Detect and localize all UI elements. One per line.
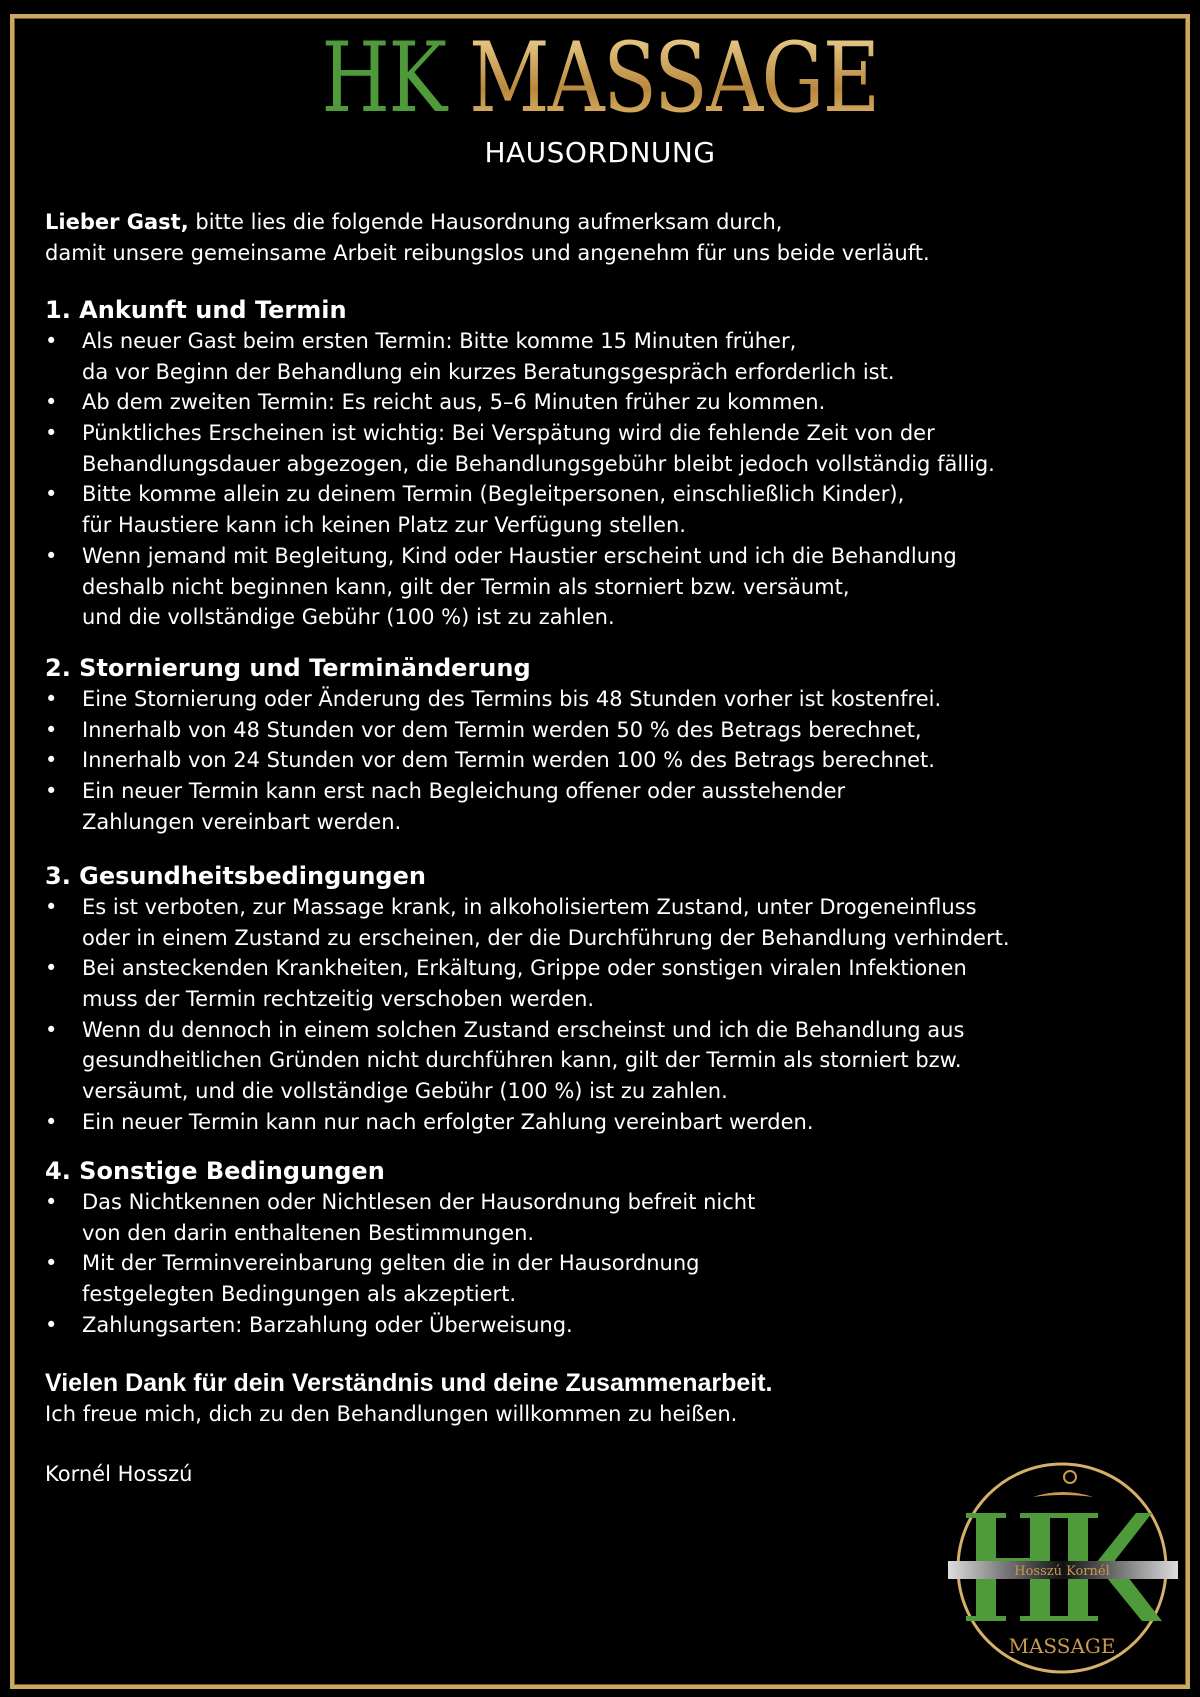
intro (45, 207, 930, 268)
bullet-text: und die vollständige Gebühr (100 %) ist zu zahlen. (82, 605, 615, 630)
bullet-text: da vor Beginn der Behandlung ein kurzes Beratungsgespräch erforderlich ist. (82, 359, 895, 384)
bullet-text: Das Nichtkennen oder Nichtlesen der Hausordnung befreit nicht (82, 1190, 756, 1214)
bullet-item (45, 892, 1010, 923)
bullet-text: festgelegten Bedingungen als akzeptiert. (82, 1282, 517, 1307)
logo-massage: MASSAGE (1008, 1634, 1116, 1658)
bullet-text: gesundheitlichen Gründen nicht durchführen kann, gilt der Termin als storniert bzw. (82, 1048, 962, 1073)
bullet-item (45, 953, 1010, 984)
bullet-text: Bei ansteckenden Krankheiten, Erkältung, Grippe oder sonstigen viralen Infektionen (82, 956, 967, 981)
hk-massage-logo (948, 1455, 1178, 1685)
bullet-item (45, 326, 995, 357)
bullet-text: Mit der Terminvereinbarung gelten die in der Hausordnung (82, 1251, 700, 1276)
bullet-item-continuation (45, 1218, 755, 1249)
closing-thanks: Vielen Dank für dein Verständnis und deine Zusammenarbeit. (45, 1369, 773, 1397)
bullet-item (45, 479, 995, 510)
section-4 (45, 1155, 755, 1340)
section-2 (45, 652, 941, 837)
bullet-text: Als neuer Gast beim ersten Termin: Bitte komme 15 Minuten früher, (82, 329, 797, 353)
bullet-text: Es ist verboten, zur Massage krank, in alkoholisiertem Zustand, unter Drogeneinfluss (82, 895, 977, 919)
bullet-text: Ein neuer Termin kann nur nach erfolgter Zahlung vereinbart werden. (82, 1109, 814, 1134)
closing (45, 1367, 773, 1489)
bullet-item (45, 1248, 755, 1279)
bullet-text: Behandlungsdauer abgezogen, die Behandlungsgebühr bleibt jedoch vollständig fällig. (82, 451, 995, 476)
bullet-item (45, 1107, 1010, 1138)
bullet-item-continuation (45, 923, 1010, 954)
bullet-item-continuation (45, 1279, 755, 1310)
bullet-text: versäumt, und die vollständige Gebühr (100 %) ist zu zahlen. (82, 1079, 728, 1104)
signature: Kornél Hosszú (45, 1461, 193, 1486)
section-heading: 1. Ankunft und Termin (45, 296, 347, 324)
bullet-text: Ein neuer Termin kann erst nach Begleichung offener oder ausstehender (82, 779, 846, 804)
bullet-text: Ab dem zweiten Termin: Es reicht aus, 5–6 Minuten früher zu kommen. (82, 390, 826, 415)
bullet-item-continuation (45, 1076, 1010, 1107)
bullet-item-continuation (45, 357, 995, 388)
bullet-icon: • (45, 1251, 58, 1276)
bullet-item-continuation (45, 449, 995, 480)
section-1 (45, 294, 995, 633)
bullet-item (45, 715, 941, 746)
bullet-icon: • (45, 956, 58, 981)
intro-line1: bitte lies die folgende Hausordnung aufmerksam durch, (188, 210, 783, 234)
bullet-icon: • (45, 687, 58, 711)
bullet-text: deshalb nicht beginnen kann, gilt der Termin als storniert bzw. versäumt, (82, 574, 850, 599)
section-heading: 3. Gesundheitsbedingungen (45, 862, 426, 890)
bullet-text: Wenn jemand mit Begleitung, Kind oder Haustier erscheint und ich die Behandlung (82, 543, 957, 568)
bullet-item (45, 1187, 755, 1218)
intro-line2: damit unsere gemeinsame Arbeit reibungslos und angenehm für uns beide verläuft. (45, 240, 930, 265)
bullet-icon: • (45, 895, 58, 919)
bullet-item (45, 1015, 1010, 1046)
bullet-text: Zahlungen vereinbart werden. (82, 809, 402, 834)
bullet-text: von den darin enthaltenen Bestimmungen. (82, 1220, 535, 1245)
bullet-icon: • (45, 779, 58, 804)
bullet-text: Zahlungsarten: Barzahlung oder Überweisung. (82, 1312, 573, 1337)
bullet-text: Pünktliches Erscheinen ist wichtig: Bei Verspätung wird die fehlende Zeit von der (82, 421, 935, 446)
brand-massage: MASSAGE (468, 22, 879, 134)
bullet-item (45, 418, 995, 449)
page-title: HAUSORDNUNG (484, 136, 716, 169)
bullet-icon: • (45, 748, 58, 773)
bullet-text: Eine Stornierung oder Änderung des Termins bis 48 Stunden vorher ist kostenfrei. (82, 687, 942, 711)
brand-title (108, 22, 1092, 134)
bullet-icon: • (45, 329, 58, 353)
bullet-item (45, 684, 941, 715)
bullet-item-continuation (45, 807, 941, 838)
bullet-icon: • (45, 543, 58, 568)
bullet-item-continuation (45, 510, 995, 541)
bullet-item-continuation (45, 984, 1010, 1015)
bullet-text: Bitte komme allein zu deinem Termin (Begleitpersonen, einschließlich Kinder), (82, 482, 905, 507)
section-3 (45, 860, 1010, 1138)
bullet-item-continuation (45, 1045, 1010, 1076)
bullet-text: Innerhalb von 24 Stunden vor dem Termin werden 100 % des Betrags berechnet. (82, 748, 935, 773)
bullet-icon: • (45, 1109, 58, 1134)
section-heading: 2. Stornierung und Terminänderung (45, 654, 531, 682)
bullet-item (45, 1310, 755, 1341)
bullet-item (45, 776, 941, 807)
bullet-item (45, 541, 995, 572)
bullet-icon: • (45, 717, 58, 742)
bullet-icon: • (45, 1017, 58, 1042)
bullet-text: Wenn du dennoch in einem solchen Zustand erscheinst und ich die Behandlung aus (82, 1017, 965, 1042)
bullet-icon: • (45, 482, 58, 507)
bullet-text: oder in einem Zustand zu erscheinen, der die Durchführung der Behandlung verhindert. (82, 925, 1010, 950)
intro-greeting: Lieber Gast, (45, 210, 189, 234)
bullet-item-continuation (45, 602, 995, 633)
bullet-text: muss der Termin rechtzeitig verschoben werden. (82, 987, 595, 1012)
bullet-item (45, 745, 941, 776)
bullet-item-continuation (45, 572, 995, 603)
bullet-icon: • (45, 421, 58, 446)
bullet-icon: • (45, 1190, 58, 1214)
logo-banner: Hosszú Kornél (1014, 1564, 1110, 1579)
closing-welcome: Ich freue mich, dich zu den Behandlungen willkommen zu heißen. (45, 1402, 738, 1426)
bullet-icon: • (45, 1312, 58, 1337)
bullet-text: Innerhalb von 48 Stunden vor dem Termin werden 50 % des Betrags berechnet, (82, 717, 922, 742)
bullet-item (45, 387, 995, 418)
brand-hk: HK (321, 22, 446, 134)
bullet-icon: • (45, 390, 58, 415)
bullet-text: für Haustiere kann ich keinen Platz zur Verfügung stellen. (82, 513, 686, 538)
section-heading: 4. Sonstige Bedingungen (45, 1157, 385, 1185)
